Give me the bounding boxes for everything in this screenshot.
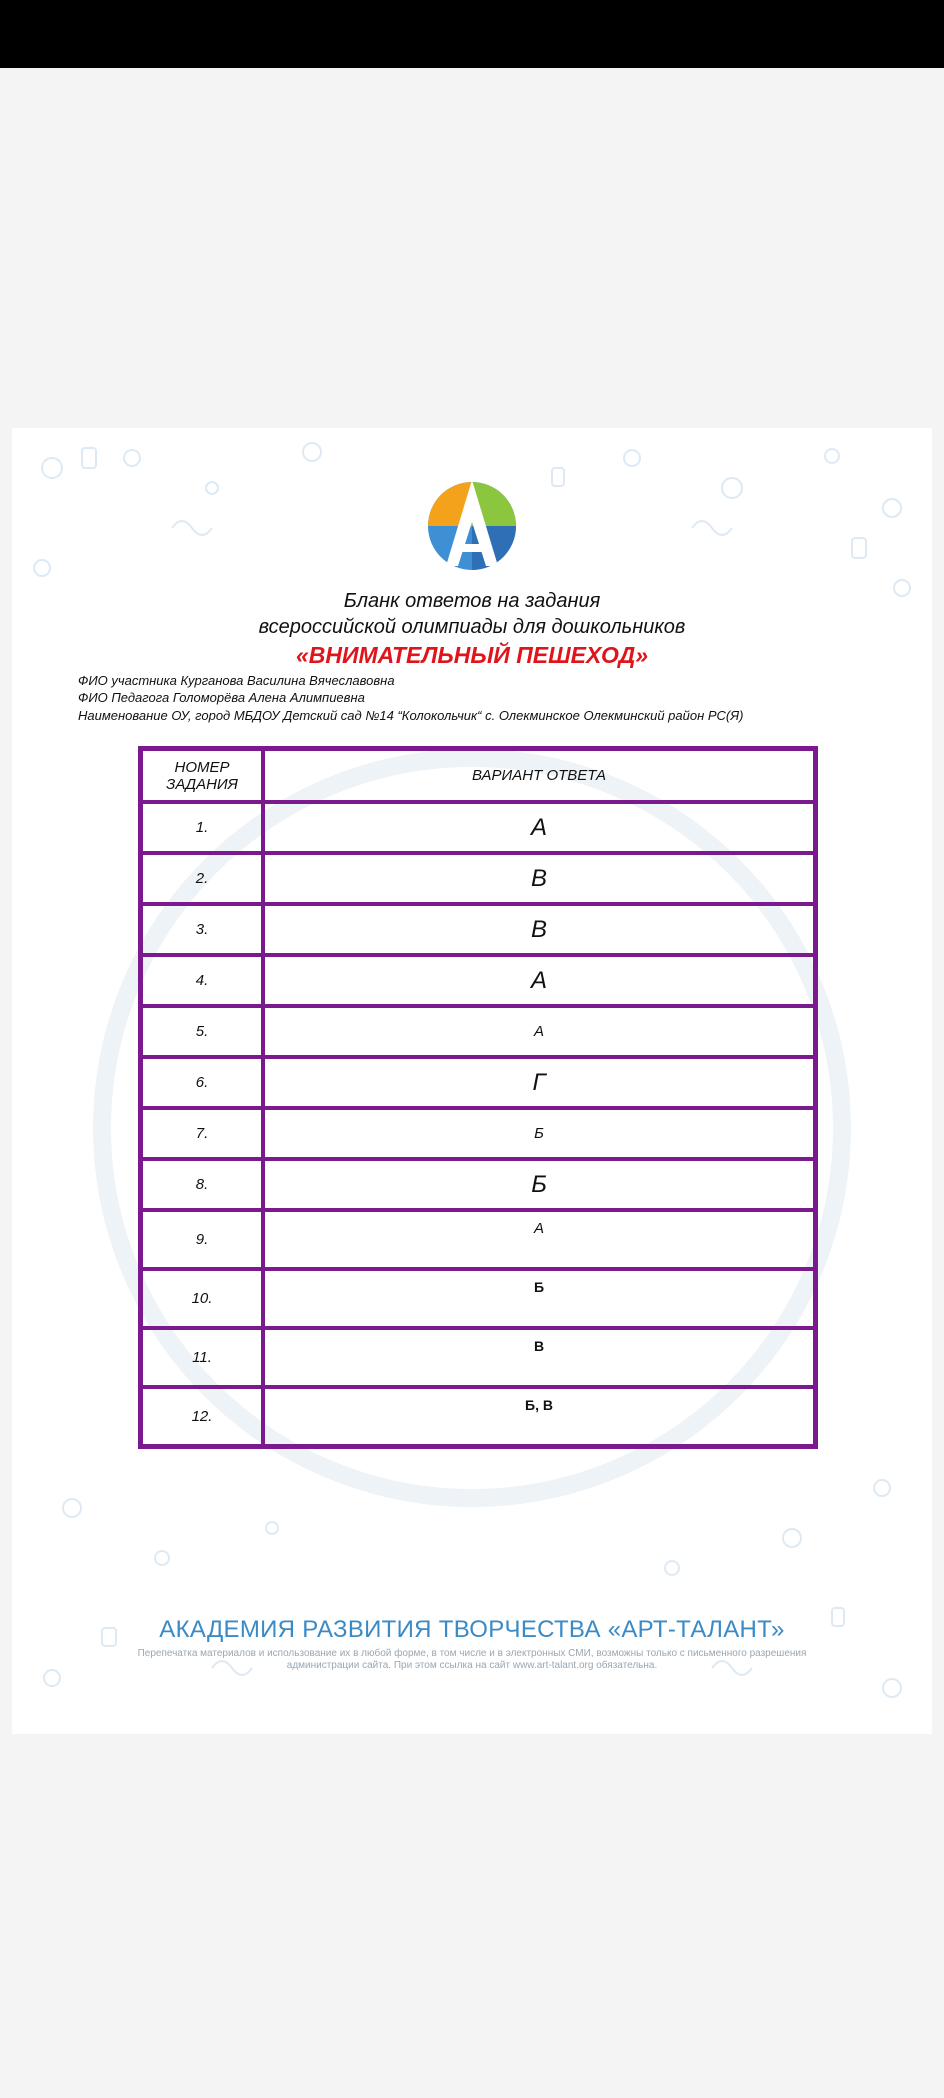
- table-row: [141, 1057, 815, 1108]
- task-number: 8.: [141, 1159, 263, 1210]
- task-number: 1.: [141, 802, 263, 853]
- table-row: [141, 1269, 815, 1328]
- table-header-row: [141, 749, 815, 802]
- header-task-number: [141, 749, 263, 802]
- answer-value: Б: [263, 1269, 815, 1328]
- header-answer-variant: ВАРИАНТ ОТВЕТА: [263, 749, 815, 802]
- answer-value: В: [263, 904, 815, 955]
- task-number: 5.: [141, 1006, 263, 1057]
- answer-value: В: [263, 853, 815, 904]
- task-number: 4.: [141, 955, 263, 1006]
- answer-value: А: [263, 1006, 815, 1057]
- answer-value: А: [263, 802, 815, 853]
- table-row: [141, 1159, 815, 1210]
- task-number: 6.: [141, 1057, 263, 1108]
- header-task-number-line1: НОМЕР: [174, 758, 230, 776]
- answer-sheet-page: [12, 428, 932, 1734]
- table-row: [141, 955, 815, 1006]
- olympiad-title: «ВНИМАТЕЛЬНЫЙ ПЕШЕХОД»: [295, 642, 649, 668]
- school-name: Наименование ОУ, город МБДОУ Детский сад №14 “Колокольчик“ с. Олекминское Олекминский район РС(Я): [78, 708, 744, 723]
- sheet-heading-line2: всероссийской олимпиады для дошкольников: [258, 616, 686, 638]
- table-row: [141, 1108, 815, 1159]
- table-row: [141, 1387, 815, 1446]
- answer-value: Б: [263, 1159, 815, 1210]
- status-bar: [0, 0, 944, 68]
- answer-value: А: [263, 955, 815, 1006]
- participant-name: ФИО участника Курганова Василина Вячеславовна: [78, 673, 395, 688]
- art-talant-logo-icon: [424, 470, 520, 574]
- table-row: [141, 1210, 815, 1269]
- answer-value: Б: [263, 1108, 815, 1159]
- table-row: [141, 904, 815, 955]
- task-number: 3.: [141, 904, 263, 955]
- table-row: [141, 802, 815, 853]
- task-number: 7.: [141, 1108, 263, 1159]
- table-row: [141, 853, 815, 904]
- table-row: [141, 1328, 815, 1387]
- task-number: 9.: [141, 1210, 263, 1269]
- answer-value: Г: [263, 1057, 815, 1108]
- answer-table: [138, 746, 818, 1449]
- academy-title: АКАДЕМИЯ РАЗВИТИЯ ТВОРЧЕСТВА «АРТ-ТАЛАНТ»: [159, 1616, 785, 1643]
- copyright-note: Перепечатка материалов и использование их в любой форме, в том числе и в электронных СМИ, возможны только с письменного разрешения администрации сайта. При этом ссылка на сайт www.art-talant.org обязательна.: [137, 1648, 807, 1671]
- answer-value: В: [263, 1328, 815, 1387]
- task-number: 12.: [141, 1387, 263, 1446]
- sheet-heading-line1: Бланк ответов на задания: [343, 590, 601, 612]
- table-row: [141, 1006, 815, 1057]
- header-task-number-line2: ЗАДАНИЯ: [166, 775, 238, 793]
- answer-value: А: [263, 1210, 815, 1269]
- answer-value: Б, В: [263, 1387, 815, 1446]
- task-number: 11.: [141, 1328, 263, 1387]
- task-number: 2.: [141, 853, 263, 904]
- teacher-name: ФИО Педагога Голоморёва Алена Алимпиевна: [78, 690, 365, 705]
- task-number: 10.: [141, 1269, 263, 1328]
